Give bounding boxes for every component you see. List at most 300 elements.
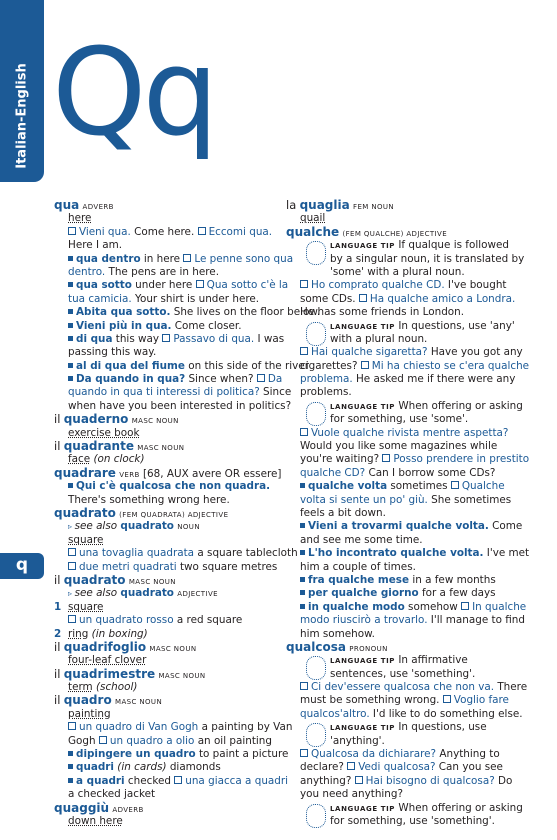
part-of-speech: NOUN	[177, 523, 200, 532]
headword-entry	[54, 507, 276, 520]
example-line	[286, 453, 530, 466]
english-text: Do	[494, 774, 513, 787]
english-text: under here	[131, 279, 196, 292]
english-text: Come here.	[130, 225, 198, 238]
italian-text: tua camicia.	[68, 292, 132, 305]
english-text: diamonds	[166, 761, 221, 774]
translation	[54, 708, 276, 721]
example-line	[54, 359, 309, 373]
example-line	[286, 346, 523, 359]
example-line	[54, 306, 321, 319]
translation-text: exercise book	[68, 426, 140, 439]
english-text: Come	[488, 520, 523, 533]
tip-text: In affirmative	[398, 654, 468, 667]
english-text: and see me some time.	[300, 533, 423, 546]
translation	[54, 212, 276, 225]
english-text: Anything to	[436, 748, 500, 761]
english-text: Here I am.	[68, 239, 123, 252]
italian-text: Ci dev'essere qualcosa che non va.	[311, 681, 495, 694]
example-line	[286, 507, 508, 520]
tip-line	[330, 239, 508, 252]
article: il	[54, 412, 61, 427]
english-text: feels a bit down.	[300, 506, 386, 519]
italian-text: Qua sotto c'è la	[206, 279, 289, 292]
english-text: Since	[259, 386, 292, 399]
english-text: you're waiting?	[300, 453, 383, 466]
example-line	[286, 628, 508, 641]
translation	[54, 427, 276, 440]
translation	[54, 453, 276, 466]
translation-text: painting	[68, 707, 111, 720]
example-line	[54, 293, 276, 306]
example-box-icon	[461, 602, 469, 610]
english-text: in a few months	[409, 573, 496, 586]
section-tab	[0, 0, 44, 182]
speech-bubble-icon	[306, 723, 326, 747]
example-box-icon	[68, 722, 76, 730]
part-of-speech: ADVERB	[82, 203, 114, 211]
headword: quadrimestre	[63, 666, 156, 681]
italian-text: dentro.	[68, 265, 106, 278]
italian-text: Passavo di qua.	[173, 332, 255, 345]
headword: quadrato	[63, 572, 126, 587]
translation-text: square	[68, 600, 104, 613]
english-text: to paint a picture	[195, 748, 289, 761]
example-line	[286, 707, 523, 721]
tip-line	[330, 399, 523, 413]
english-text: passing this way.	[68, 346, 157, 359]
part-of-speech: (FEM QUADRATA) ADJECTIVE	[119, 510, 229, 519]
phrase-square-icon	[68, 778, 73, 783]
italian-text: dipingere un quadro	[76, 748, 196, 761]
example-line	[286, 694, 508, 707]
example-box-icon	[196, 280, 204, 288]
example-line	[286, 748, 508, 761]
example-line	[286, 587, 508, 600]
part-of-speech: ADJECTIVE	[177, 590, 218, 599]
example-line	[54, 480, 276, 493]
italian-text: una giacca a quadri	[185, 774, 289, 787]
english-text: somehow	[404, 600, 462, 613]
english-text: Can you see	[435, 761, 503, 774]
example-box-icon	[443, 695, 451, 703]
thumb-index-letter: q	[0, 553, 44, 579]
tip-line	[330, 319, 515, 333]
english-text: him somehow.	[300, 627, 375, 640]
english-text: I've bought	[444, 279, 507, 292]
english-text: Have you got any	[427, 346, 523, 359]
italian-text: Hai bisogno di qualcosa?	[365, 774, 495, 787]
tip-label: LANGUAGE TIP	[330, 724, 396, 733]
italian-text: Qualche	[461, 480, 505, 493]
example-line	[286, 614, 525, 627]
english-text: a checked jacket	[68, 788, 156, 801]
tip-line	[330, 333, 508, 346]
headword-entry	[54, 199, 276, 212]
tip-line	[330, 735, 508, 748]
example-line	[286, 292, 516, 306]
headword: quadrare	[54, 465, 116, 480]
italian-text: Ho comprato qualche CD.	[311, 279, 445, 292]
grammar-info: [68, AUX avere OR essere]	[139, 467, 282, 480]
headword-entry	[54, 641, 276, 654]
english-text: Can I borrow some CDs?	[365, 466, 496, 479]
example-box-icon	[300, 280, 308, 288]
phrase-square-icon	[300, 577, 305, 582]
part-of-speech: MASC NOUN	[149, 644, 197, 653]
example-line	[286, 520, 523, 533]
article: il	[54, 639, 61, 654]
triangle-icon: ▹	[68, 522, 75, 532]
headword-entry	[54, 574, 276, 587]
english-text: a red square	[173, 614, 243, 627]
example-line	[286, 534, 508, 547]
italian-text: Voglio fare	[453, 694, 509, 707]
headword-entry	[286, 641, 508, 654]
translation	[54, 534, 276, 547]
english-text: sometimes	[387, 480, 451, 493]
headword: quadrifoglio	[63, 639, 147, 654]
tip-label: LANGUAGE TIP	[330, 804, 396, 813]
example-line	[286, 386, 508, 399]
example-box-icon	[162, 334, 170, 342]
example-line	[286, 681, 528, 694]
phrase-square-icon	[68, 336, 73, 341]
numbered-sense	[54, 601, 276, 614]
english-text: Since when?	[185, 373, 257, 386]
example-box-icon	[68, 615, 76, 623]
italian-text: qualche CD?	[300, 466, 366, 479]
example-box-icon	[361, 361, 369, 369]
translation-text: ring	[68, 627, 89, 640]
italian-text: una tovaglia quadrata	[79, 547, 195, 560]
tip-text: with a plural noun.	[330, 332, 428, 345]
headword-entry	[54, 668, 276, 681]
italian-text: L'ho incontrato qualche volta.	[308, 547, 484, 560]
phrase-square-icon	[68, 764, 73, 769]
italian-text: qualcos'altro.	[300, 707, 370, 720]
tip-line	[330, 413, 508, 426]
example-line	[286, 306, 508, 319]
example-line	[54, 266, 276, 279]
english-text: anything?	[300, 774, 355, 787]
phrase-square-icon	[68, 483, 73, 488]
italian-text: Vuole qualche rivista mentre aspetta?	[311, 426, 509, 439]
language-tip	[286, 399, 523, 427]
example-line	[286, 359, 530, 373]
example-line	[54, 239, 276, 252]
language-tip	[286, 654, 508, 681]
example-box-icon	[451, 481, 459, 489]
translation-text: face	[68, 453, 91, 466]
phrase-square-icon	[68, 282, 73, 287]
speech-bubble-icon	[306, 241, 326, 265]
example-line	[54, 399, 292, 413]
translation	[54, 815, 276, 828]
see-also-target: quadrato	[120, 587, 174, 600]
example-box-icon	[68, 548, 76, 556]
tip-label: LANGUAGE TIP	[330, 657, 396, 666]
italian-text: Qualcosa da dichiarare?	[311, 748, 437, 761]
english-text: cigarettes?	[300, 359, 361, 372]
english-text: I'll manage to find	[427, 614, 525, 627]
tip-line	[330, 721, 508, 734]
example-box-icon	[347, 762, 355, 770]
example-line	[54, 386, 292, 399]
italian-text: Vieni più in qua.	[76, 319, 172, 332]
example-box-icon	[300, 749, 308, 757]
example-line	[54, 735, 276, 748]
italian-text: quando in qua ti interessi di politica?	[68, 386, 260, 399]
example-box-icon	[198, 227, 206, 235]
example-line	[54, 788, 276, 801]
dictionary-column-right	[286, 198, 530, 828]
english-text: problems.	[300, 386, 352, 399]
phrase-square-icon	[68, 363, 73, 368]
english-text: him a couple of times.	[300, 560, 416, 573]
phrase-square-icon	[68, 376, 73, 381]
english-text: I was	[254, 332, 285, 345]
italian-text: Eccomi qua.	[208, 225, 273, 238]
english-text: this way	[112, 332, 163, 345]
headword: quaglia	[299, 198, 350, 212]
tip-label: LANGUAGE TIP	[330, 322, 396, 331]
italian-text: Vieni qua.	[79, 225, 131, 238]
example-line	[54, 332, 285, 346]
headword-entry	[54, 694, 276, 707]
italian-text: (in cards)	[113, 761, 167, 774]
phrase-square-icon	[68, 309, 73, 314]
example-box-icon	[359, 294, 367, 302]
phrase-square-icon	[68, 256, 73, 261]
english-text: when have you been interested in politics?	[68, 399, 292, 412]
english-text: Your shirt is under here.	[131, 292, 260, 305]
part-of-speech: MASC NOUN	[115, 698, 163, 707]
english-text: in here	[140, 252, 184, 265]
phrase-square-icon	[68, 751, 73, 756]
article: il	[54, 693, 61, 708]
phrase-square-icon	[300, 590, 305, 595]
example-line	[54, 320, 276, 333]
tip-text: by a singular noun, it is translated by	[330, 252, 525, 265]
context-note: (school)	[96, 681, 138, 694]
english-text: Come closer.	[171, 319, 242, 332]
italian-text: Vedi qualcosa?	[358, 761, 436, 774]
italian-text: qua dentro	[76, 252, 141, 265]
numbered-sense	[54, 628, 276, 641]
phrase-square-icon	[300, 523, 305, 528]
translation-text: four-leaf clover	[68, 654, 147, 667]
part-of-speech: MASC NOUN	[137, 444, 185, 453]
italian-text: Da quando in qua?	[76, 373, 186, 386]
language-tip	[286, 721, 508, 748]
see-also-label: see also	[74, 587, 118, 600]
section-label: Italian-English	[14, 63, 30, 170]
translation	[54, 654, 276, 667]
english-text: Gogh	[68, 734, 99, 747]
english-text: She sometimes	[427, 493, 512, 506]
tip-text: When offering or asking	[398, 801, 523, 814]
tip-line	[330, 266, 508, 279]
headword: quadro	[63, 693, 112, 708]
example-line	[286, 279, 508, 292]
part-of-speech: (FEM QUALCHE) ADJECTIVE	[342, 229, 448, 238]
see-also-target: quadrato	[120, 520, 174, 533]
english-text: There	[494, 681, 528, 694]
phrase-square-icon	[68, 323, 73, 328]
tip-text: When offering or asking	[398, 399, 523, 412]
example-box-icon	[300, 428, 308, 436]
example-line	[54, 346, 276, 359]
translation-text: down here	[68, 814, 123, 827]
example-line	[54, 226, 276, 239]
example-line	[286, 561, 508, 574]
headword: qua	[54, 198, 80, 212]
part-of-speech: MASC NOUN	[131, 417, 179, 426]
translation-text: here	[68, 212, 92, 225]
example-box-icon	[257, 374, 265, 382]
english-text: you need anything?	[300, 788, 404, 801]
italian-text: fra qualche mese	[308, 573, 410, 586]
example-line	[54, 748, 289, 761]
tip-line	[330, 252, 525, 266]
part-of-speech: VERB	[119, 470, 140, 479]
english-text: two square metres	[176, 560, 278, 573]
italian-text: volta si sente un po' giù.	[300, 493, 428, 506]
example-line	[286, 440, 508, 453]
italian-text: Ha qualche amico a Londra.	[369, 292, 516, 305]
headword-entry	[54, 802, 276, 815]
english-text: The pens are in here.	[105, 265, 219, 278]
tip-text: for something, use 'something'.	[330, 814, 495, 827]
see-also	[54, 520, 276, 533]
sense-number: 1	[54, 600, 62, 613]
example-line	[286, 574, 508, 587]
triangle-icon: ▹	[68, 589, 75, 599]
part-of-speech: MASC NOUN	[158, 671, 206, 680]
translation-text: square	[68, 533, 104, 546]
italian-text: In qualche	[472, 600, 527, 613]
italian-text: quadri	[76, 761, 114, 774]
headword: quaderno	[63, 412, 129, 427]
english-text: a painting by Van	[198, 721, 293, 734]
english-text: Would you like some magazines while	[300, 440, 498, 453]
translation	[286, 212, 508, 225]
italian-text: modo riuscirò a trovarlo.	[300, 614, 428, 627]
part-of-speech: FEM NOUN	[353, 203, 395, 211]
example-box-icon	[382, 454, 390, 462]
example-box-icon	[68, 562, 76, 570]
tip-text: In questions, use 'any'	[398, 319, 515, 332]
italian-text: Hai qualche sigaretta?	[311, 346, 428, 359]
italian-text: Qui c'è qualcosa che non quadra.	[76, 480, 271, 493]
english-text: must be something wrong.	[300, 694, 443, 707]
article: il	[54, 439, 61, 454]
english-text: There's something wrong here.	[68, 493, 230, 506]
translation-text: term	[68, 681, 93, 694]
headword-entry	[286, 199, 508, 212]
example-box-icon	[174, 776, 182, 784]
headword: quadrato	[54, 505, 116, 520]
tip-label: LANGUAGE TIP	[330, 242, 396, 251]
part-of-speech: ADVERB	[112, 805, 144, 814]
tip-text: sentences, use 'something'.	[330, 667, 476, 680]
example-line	[286, 467, 508, 480]
tip-text: In questions, use	[398, 721, 487, 734]
see-also	[54, 587, 276, 600]
headword-entry	[54, 440, 276, 453]
example-box-icon	[355, 776, 363, 784]
translation-text: quail	[300, 212, 326, 225]
italian-text: a quadri	[76, 774, 125, 787]
speech-bubble-icon	[306, 656, 326, 680]
context-note: (in boxing)	[88, 627, 148, 640]
italian-text: qua sotto	[76, 279, 132, 292]
language-tip	[286, 801, 523, 829]
italian-text: un quadro a olio	[109, 734, 195, 747]
example-line	[286, 547, 530, 560]
english-text: declare?	[300, 761, 348, 774]
headword-entry	[54, 465, 282, 480]
language-tip	[286, 319, 515, 347]
italian-text: un quadrato rosso	[79, 614, 174, 627]
speech-bubble-icon	[306, 402, 326, 426]
english-text: for a few days	[418, 587, 496, 600]
phrase-square-icon	[300, 604, 305, 609]
example-line	[286, 761, 508, 774]
italian-text: qualche volta	[308, 480, 388, 493]
italian-text: Da	[267, 373, 283, 386]
example-line	[54, 547, 298, 560]
example-line	[286, 788, 508, 801]
context-note: (on clock)	[93, 453, 145, 466]
example-line	[54, 614, 276, 627]
headword: quaggiù	[54, 800, 110, 815]
tip-text: 'some' with a plural noun.	[330, 265, 465, 278]
headword: qualche	[286, 224, 340, 239]
tip-text: 'anything'.	[330, 734, 385, 747]
italian-text: Abita qua sotto.	[76, 306, 171, 319]
tip-text: If qualque is followed	[398, 239, 509, 252]
english-text: He has some friends in London.	[300, 306, 465, 319]
english-text: I've met	[483, 547, 530, 560]
article: il	[54, 666, 61, 681]
language-tip	[286, 239, 525, 279]
headword: qualcosa	[286, 639, 346, 654]
example-line	[286, 373, 516, 386]
tip-line	[330, 815, 508, 828]
tip-text: for something, use 'some'.	[330, 413, 469, 426]
letter-heading: Qq	[52, 24, 215, 163]
example-line	[54, 373, 283, 386]
tip-label: LANGUAGE TIP	[330, 402, 396, 411]
translation	[54, 681, 276, 694]
headword: quadrante	[63, 439, 134, 454]
english-text: I'd like to do something else.	[369, 707, 523, 720]
english-text: some CDs.	[300, 292, 359, 305]
phrase-square-icon	[300, 483, 305, 488]
tip-line	[330, 668, 508, 681]
italian-text: in qualche modo	[308, 600, 405, 613]
example-line	[54, 774, 289, 788]
italian-text: Vieni a trovarmi qualche volta.	[308, 520, 489, 533]
italian-text: due metri quadrati	[79, 560, 177, 573]
example-box-icon	[99, 736, 107, 744]
example-line	[286, 427, 508, 440]
italian-text: Posso prendere in prestito	[393, 453, 530, 466]
article: la	[286, 198, 297, 212]
phrase-square-icon	[300, 550, 305, 555]
